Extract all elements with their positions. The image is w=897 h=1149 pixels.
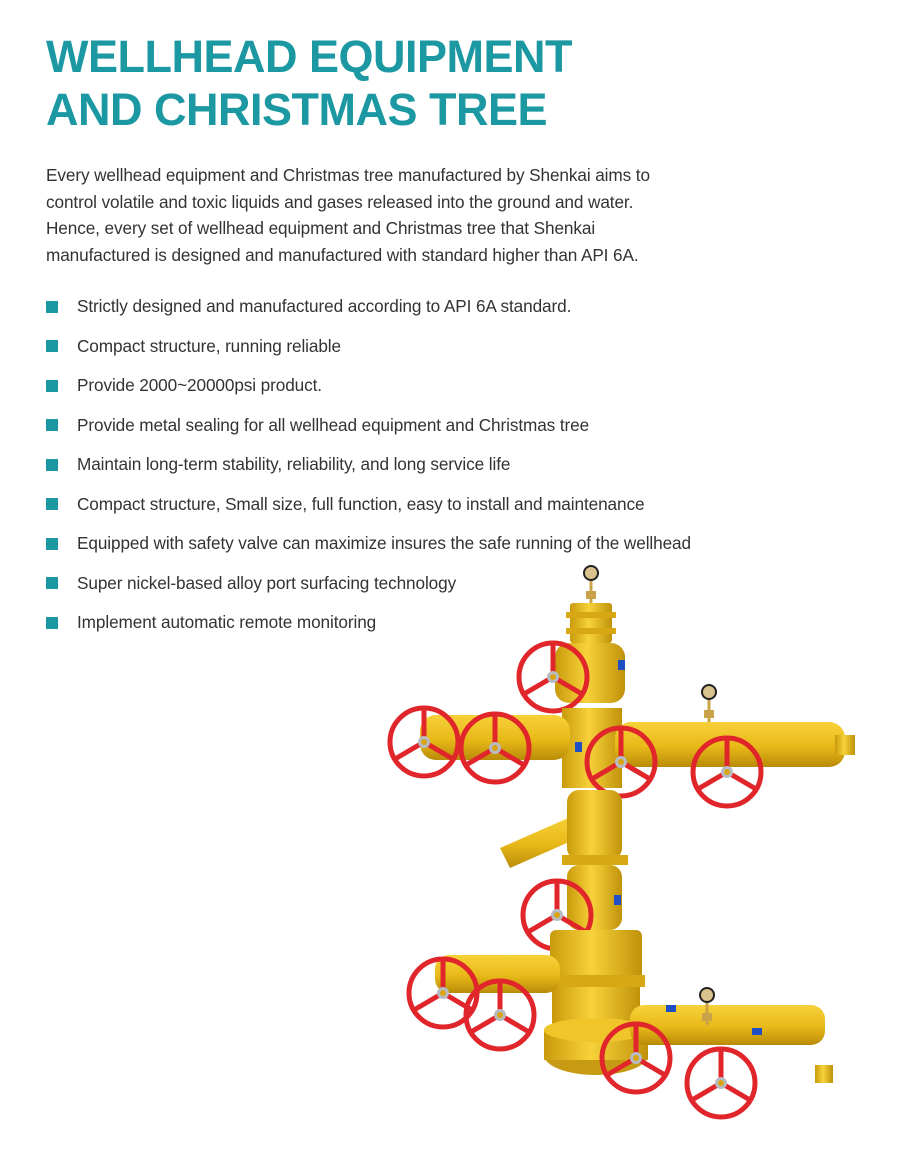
intro-line: control volatile and toxic liquids and gases released into the ground and water. xyxy=(46,191,634,212)
intro-paragraph xyxy=(46,162,766,268)
square-bullet-icon xyxy=(46,459,58,471)
title-line-2: AND CHRISTMAS TREE xyxy=(46,84,548,135)
square-bullet-icon xyxy=(46,538,58,550)
intro-line: Every wellhead equipment and Christmas tree manufactured by Shenkai aims to xyxy=(46,165,650,185)
square-bullet-icon xyxy=(46,380,58,392)
feature-text: Compact structure, running reliable xyxy=(77,335,341,356)
square-bullet-icon xyxy=(46,498,58,510)
feature-item xyxy=(46,445,691,485)
feature-text: Strictly designed and manufactured according to API 6A standard. xyxy=(77,296,572,317)
feature-text: Equipped with safety valve can maximize insures the safe running of the wellhead xyxy=(77,533,691,554)
square-bullet-icon xyxy=(46,617,58,629)
square-bullet-icon xyxy=(46,301,58,313)
square-bullet-icon xyxy=(46,340,58,352)
intro-line: Hence, every set of wellhead equipment and Christmas tree that Shenkai xyxy=(46,218,596,238)
feature-item xyxy=(46,287,691,327)
feature-text: Maintain long-term stability, reliability, and long service life xyxy=(77,454,511,475)
feature-text: Compact structure, Small size, full function, easy to install and maintenance xyxy=(77,493,645,514)
title-line-1: WELLHEAD EQUIPMENT xyxy=(46,31,572,82)
feature-text: Provide 2000~20000psi product. xyxy=(77,375,322,396)
feature-item xyxy=(46,366,691,406)
christmas-tree-illustration xyxy=(380,555,880,1135)
feature-item xyxy=(46,406,691,446)
intro-line: manufactured is designed and manufactured with standard higher than API 6A. xyxy=(46,244,639,265)
feature-item xyxy=(46,327,691,367)
feature-text: Implement automatic remote monitoring xyxy=(77,612,377,633)
feature-item xyxy=(46,485,691,525)
page-title xyxy=(46,30,572,136)
square-bullet-icon xyxy=(46,419,58,431)
square-bullet-icon xyxy=(46,577,58,589)
feature-text: Super nickel-based alloy port surfacing technology xyxy=(77,572,457,593)
feature-text: Provide metal sealing for all wellhead equipment and Christmas tree xyxy=(77,414,590,435)
